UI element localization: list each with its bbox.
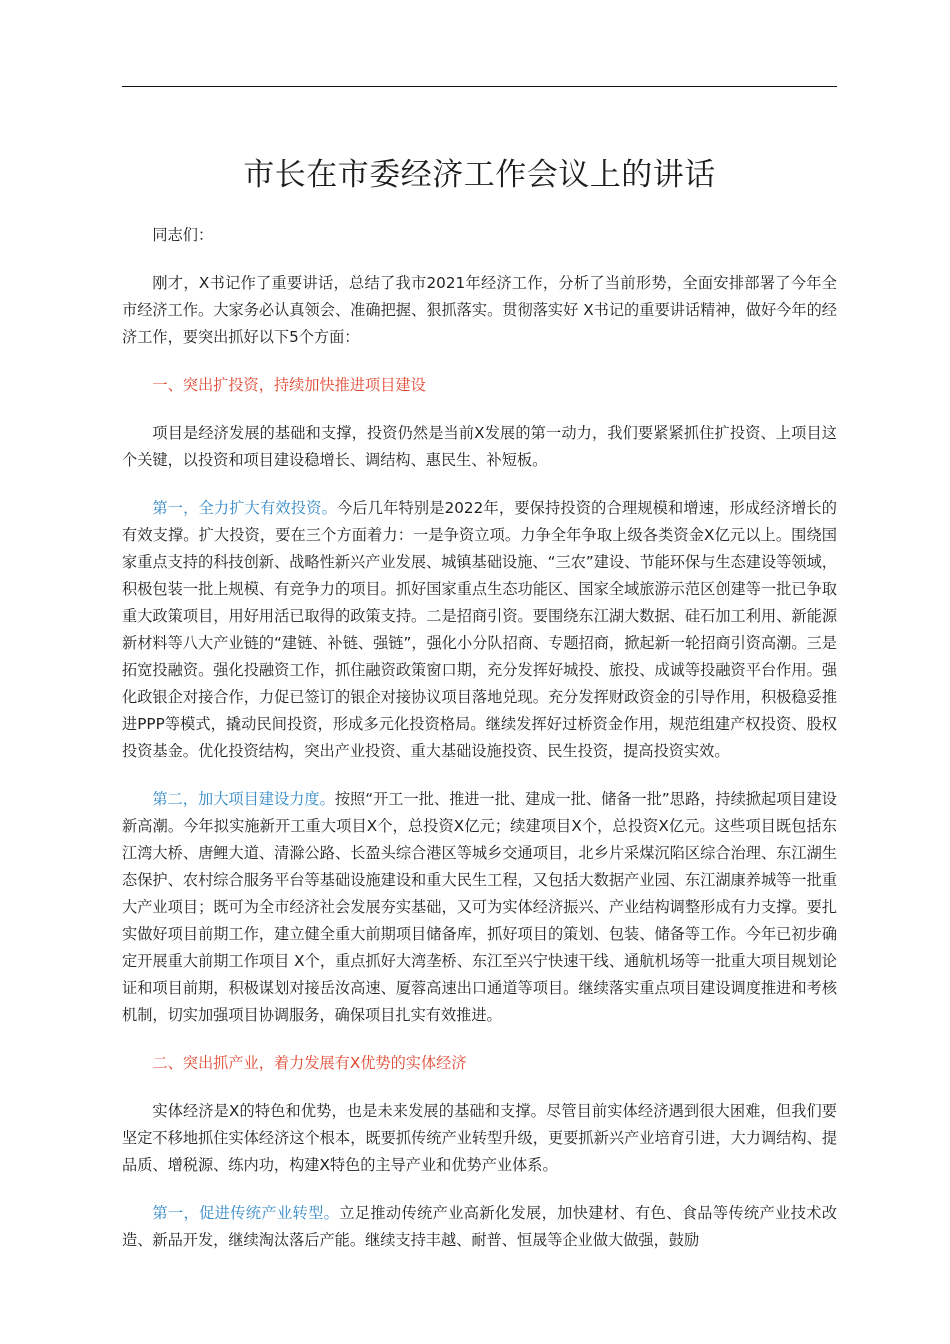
section-1-intro-paragraph: 项目是经济发展的基础和支撑，投资仍然是当前X发展的第一动力，我们要紧紧抓住扩投资、上项目这个关键，以投资和项目建设稳增长、调结构、惠民生、补短板。: [122, 424, 837, 469]
greeting-paragraph: 同志们：: [152, 226, 214, 244]
point-lead-text: 第一，全力扩大有效投资。: [152, 499, 337, 517]
point-body-text: 立足推动传统产业高新化发展，加快建材、有色、食品等传统产业技术改造、新品开发，继续淘汰落后产能。继续支持丰越、耐普、恒晟等企业做大做强，鼓励: [122, 1204, 838, 1249]
section-1-point-1-paragraph: [122, 495, 837, 765]
section-2-intro-paragraph: 实体经济是X的特色和优势，也是未来发展的基础和支撑。尽管目前实体经济遇到很大困难，但我们要坚定不移地抓住实体经济这个根本，既要抓传统产业转型升级，更要抓新兴产业培育引进，大力调结构、提品质、增税源、练内功，构建X特色的主导产业和优势产业体系。: [122, 1102, 837, 1174]
intro-paragraph: 刚才，X书记作了重要讲话，总结了我市2021年经济工作，分析了当前形势，全面安排部署了今年全市经济工作。大家务必认真领会、准确把握、狠抓落实。贯彻落实好 X书记的重要讲话精神，做好今年的经济工作，要突出抓好以下5个方面：: [122, 274, 837, 346]
document-title: 市长在市委经济工作会议上的讲话: [243, 157, 716, 193]
point-body-text: 按照“开工一批、推进一批、建成一批、储备一批”思路，持续掀起项目建设新高潮。今年拟实施新开工重大项目X个，总投资X亿元；续建项目X个，总投资X亿元。这些项目既包括东江湾大桥、唐鲤大道、清滁公路、长盈头综合港区等城乡交通项目，北乡片采煤沉陷区综合治理、东江湖生态保护、农村综合服务平台等基础设施建设和重大民生工程，又包括大数据产业园、东江湖康养城等一批重大产业项目；既可为全市经济社会发展夯实基础，又可为实体经济振兴、产业结构调整形成有力支撑。要扎实做好项目前期工作，建立健全重大前期项目储备库，抓好项目的策划、包装、储备等工作。今年已初步确定开展重大前期工作项目 X个，重点抓好大湾垄桥、东江至兴宁快速干线、通航机场等一批重大项目规划论证和项目前期，积极谋划对接岳汝高速、厦蓉高速出口通道等项目。继续落实重点项目建设调度推进和考核机制，切实加强项目协调服务，确保项目扎实有效推进。: [122, 790, 837, 1024]
document-body: [122, 222, 837, 1275]
section-heading-1: 一、突出扩投资，持续加快推进项目建设: [152, 376, 426, 394]
section-1-point-2-paragraph: [122, 786, 837, 1029]
header-rule: [122, 86, 837, 87]
section-2-point-1-paragraph: [122, 1200, 837, 1254]
point-lead-text: 第二，加大项目建设力度。: [152, 790, 335, 808]
point-lead-text: 第一，促进传统产业转型。: [152, 1204, 340, 1222]
section-heading-2: 二、突出抓产业，着力发展有X优势的实体经济: [152, 1054, 467, 1072]
point-body-text: 今后几年特别是2022年，要保持投资的合理规模和增速，形成经济增长的有效支撑。扩大投资，要在三个方面着力：一是争资立项。力争全年争取上级各类资金X亿元以上。围绕国家重点支持的科技创新、战略性新兴产业发展、城镇基础设施、“三农”建设、节能环保与生态建设等领域，积极包装一批上规模、有竞争力的项目。抓好国家重点生态功能区、国家全域旅游示范区创建等一批已争取重大政策项目，用好用活已取得的政策支持。二是招商引资。要围绕东江湖大数据、硅石加工利用、新能源新材料等八大产业链的“建链、补链、强链”，强化小分队招商、专题招商，掀起新一轮招商引资高潮。三是拓宽投融资。强化投融资工作，抓住融资政策窗口期，充分发挥好城投、旅投、成诚等投融资平台作用。强化政银企对接合作，力促已签订的银企对接协议项目落地兑现。充分发挥财政资金的引导作用，积极稳妥推进PPP等模式，撬动民间投资，形成多元化投资格局。继续发挥好过桥资金作用，规范组建产权投资、股权投资基金。优化投资结构，突出产业投资、重大基础设施投资、民生投资，提高投资实效。: [122, 499, 837, 760]
